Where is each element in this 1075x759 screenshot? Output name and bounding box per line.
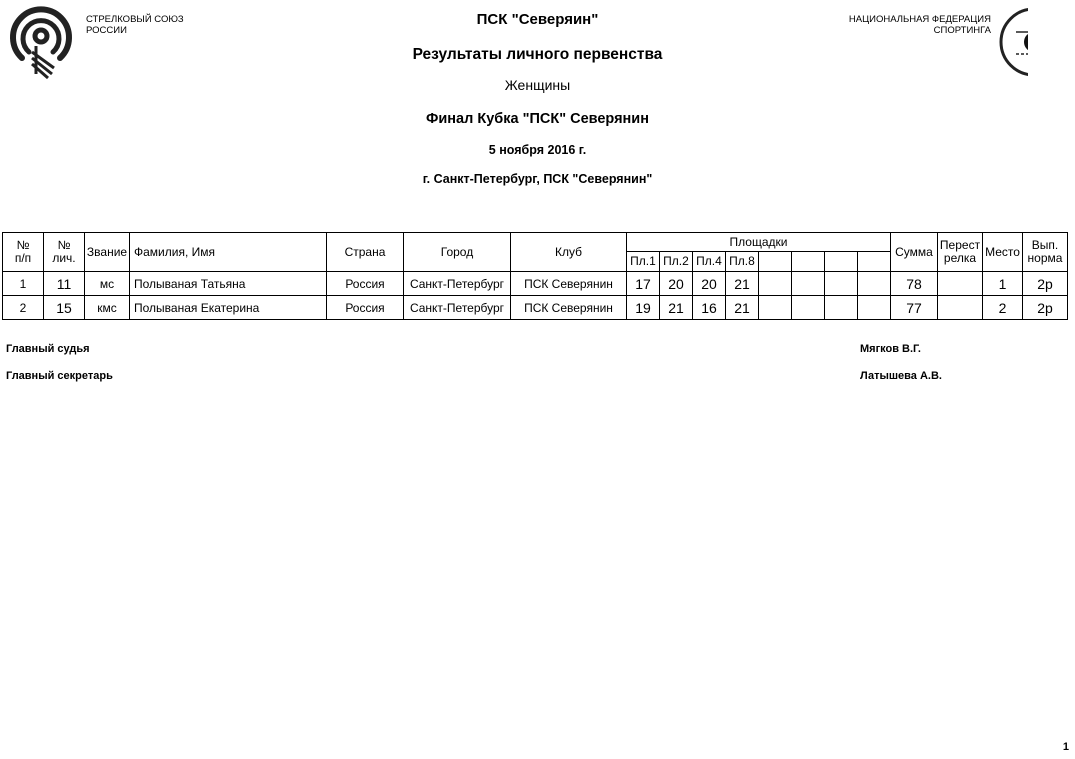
- cell-club: ПСК Северянин: [511, 296, 627, 320]
- cell-score-empty: [825, 272, 858, 296]
- range-label-empty: [792, 252, 825, 272]
- report-title: Результаты личного первенства: [412, 46, 663, 63]
- range-label: Пл.4: [693, 252, 726, 272]
- chief-judge-name: Мягков В.Г.: [860, 343, 921, 355]
- col-header-id: [44, 233, 85, 272]
- org-left-line2: РОССИИ: [86, 25, 127, 36]
- cell-score: 19: [627, 296, 660, 320]
- cell-sum: 78: [891, 272, 938, 296]
- cell-norm: 2р: [1023, 296, 1068, 320]
- org-right-line2: СПОРТИНГА: [933, 25, 991, 36]
- col-header-num-line2: п/п: [14, 251, 32, 265]
- category: Женщины: [504, 77, 571, 93]
- col-header-num-line1: №: [16, 238, 30, 252]
- chief-secretary-label: Главный секретарь: [6, 370, 113, 382]
- chief-secretary-name: Латышева А.В.: [860, 370, 942, 382]
- cell-name: Полываная Татьяна: [130, 272, 327, 296]
- col-header-shootoff-line1: Перест: [939, 238, 981, 252]
- event-title: Финал Кубка "ПСК" Северянин: [426, 111, 649, 127]
- cell-place: 2: [983, 296, 1023, 320]
- cell-city: Санкт-Петербург: [404, 296, 511, 320]
- range-label-empty: [759, 252, 792, 272]
- cell-id: 11: [44, 272, 85, 296]
- cell-rank: кмс: [85, 296, 130, 320]
- col-header-norm: [1023, 233, 1068, 272]
- cell-score-empty: [759, 272, 792, 296]
- col-header-id-line2: лич.: [52, 251, 76, 265]
- event-date: 5 ноября 2016 г.: [488, 143, 587, 157]
- cell-score-empty: [858, 296, 891, 320]
- range-label-empty: [825, 252, 858, 272]
- col-header-ranges: Площадки: [627, 233, 891, 252]
- table-row: [3, 296, 1068, 320]
- range-label: Пл.2: [660, 252, 693, 272]
- cell-sum: 77: [891, 296, 938, 320]
- col-header-sum: Сумма: [891, 233, 938, 272]
- col-header-rank: Звание: [85, 233, 130, 272]
- col-header-shootoff: [938, 233, 983, 272]
- col-header-club: Клуб: [511, 233, 627, 272]
- cell-country: Россия: [327, 296, 404, 320]
- cell-score: 20: [693, 272, 726, 296]
- cell-score: 21: [660, 296, 693, 320]
- cell-score-empty: [759, 296, 792, 320]
- cell-club: ПСК Северянин: [511, 272, 627, 296]
- cell-shootoff: [938, 296, 983, 320]
- cell-country: Россия: [327, 272, 404, 296]
- col-header-norm-line2: норма: [1027, 251, 1063, 265]
- cell-score: 17: [627, 272, 660, 296]
- cell-score-empty: [792, 272, 825, 296]
- range-label: Пл.1: [627, 252, 660, 272]
- col-header-city: Город: [404, 233, 511, 272]
- col-header-norm-line1: Вып.: [1031, 238, 1059, 252]
- col-header-num: [3, 233, 44, 272]
- cell-place: 1: [983, 272, 1023, 296]
- col-header-country: Страна: [327, 233, 404, 272]
- range-label: Пл.8: [726, 252, 759, 272]
- org-left-line1: СТРЕЛКОВЫЙ СОЮЗ: [86, 14, 184, 25]
- cell-id: 15: [44, 296, 85, 320]
- cell-norm: 2р: [1023, 272, 1068, 296]
- page-number: 1: [1062, 741, 1069, 753]
- cell-score: 20: [660, 272, 693, 296]
- results-table: [2, 232, 1068, 320]
- event-location: г. Санкт-Петербург, ПСК "Северянин": [422, 172, 653, 186]
- org-right-line1: НАЦИОНАЛЬНАЯ ФЕДЕРАЦИЯ: [848, 14, 991, 25]
- cell-score: 21: [726, 272, 759, 296]
- col-header-place: Место: [983, 233, 1023, 272]
- cell-num: 2: [3, 296, 44, 320]
- col-header-shootoff-line2: релка: [943, 251, 977, 265]
- cell-name: Полываная Екатерина: [130, 296, 327, 320]
- cell-num: 1: [3, 272, 44, 296]
- col-header-id-line1: №: [57, 238, 71, 252]
- cell-shootoff: [938, 272, 983, 296]
- cell-rank: мс: [85, 272, 130, 296]
- cell-score-empty: [825, 296, 858, 320]
- cell-score-empty: [792, 296, 825, 320]
- cell-score: 16: [693, 296, 726, 320]
- chief-judge-label: Главный судья: [6, 343, 90, 355]
- cell-score-empty: [858, 272, 891, 296]
- col-header-name: Фамилия, Имя: [130, 233, 327, 272]
- cell-city: Санкт-Петербург: [404, 272, 511, 296]
- club-title: ПСК "Северяин": [476, 11, 599, 28]
- range-label-empty: [858, 252, 891, 272]
- cell-score: 21: [726, 296, 759, 320]
- table-row: [3, 272, 1068, 296]
